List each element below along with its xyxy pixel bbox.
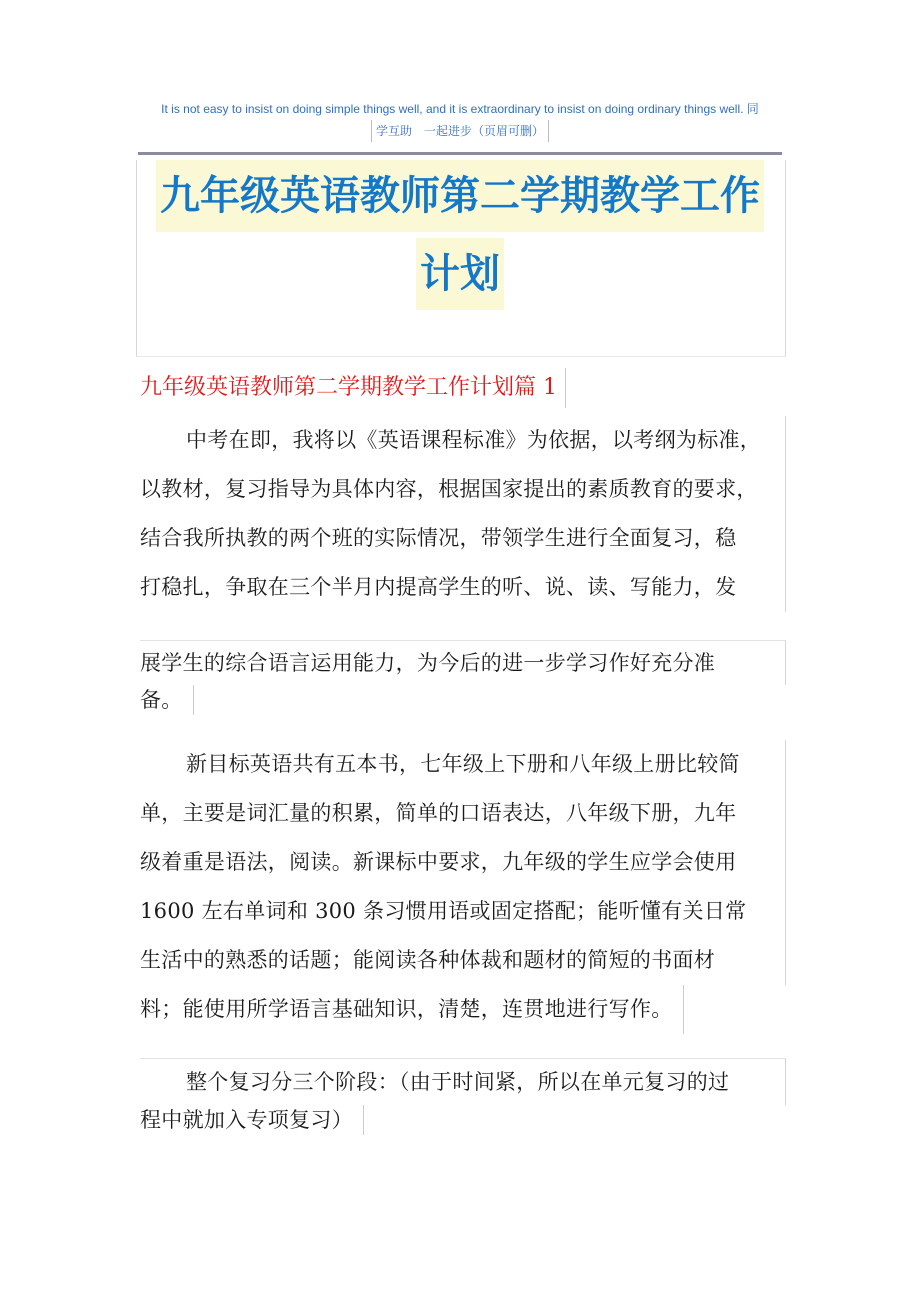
paragraph-line-last: 程中就加入专项复习）	[140, 1105, 786, 1135]
paragraph-line: 结合我所执教的两个班的实际情况，带领学生进行全面复习，稳	[140, 514, 786, 563]
paragraph-line: 中考在即，我将以《英语课程标准》为依据，以考纲为标准，	[140, 416, 786, 465]
header-note: 学互助 一起进步（页眉可删）	[371, 120, 549, 142]
document-title	[0, 160, 920, 310]
paragraph-line: 生活中的熟悉的话题；能阅读各种体裁和题材的简短的书面材	[140, 936, 786, 985]
section-heading: 九年级英语教师第二学期教学工作计划篇 1	[140, 368, 566, 408]
title-line-1: 九年级英语教师第二学期教学工作	[156, 160, 764, 232]
page-header	[138, 98, 782, 142]
paragraph-line: 打稳扎，争取在三个半月内提高学生的听、说、读、写能力，发	[140, 563, 786, 612]
paragraph-line: 级着重是语法，阅读。新课标中要求，九年级的学生应学会使用	[140, 838, 786, 887]
paragraph-1	[140, 416, 786, 612]
paragraph-line-last: 料；能使用所学语言基础知识，清楚，连贯地进行写作。	[140, 985, 786, 1034]
paragraph-2	[140, 640, 786, 715]
header-divider	[138, 152, 782, 155]
paragraph-line: 整个复习分三个阶段：（由于时间紧，所以在单元复习的过	[140, 1059, 786, 1105]
paragraph-line: 单，主要是词汇量的积累，简单的口语表达，八年级下册，九年	[140, 789, 786, 838]
paragraph-line: 新目标英语共有五本书，七年级上下册和八年级上册比较简	[140, 740, 786, 789]
paragraph-line: 以教材，复习指导为具体内容，根据国家提出的素质教育的要求，	[140, 465, 786, 514]
paragraph-3	[140, 740, 786, 1034]
paragraph-line: 展学生的综合语言运用能力，为今后的进一步学习作好充分准	[140, 641, 786, 685]
header-quote: It is not easy to insist on doing simple things well, and it is extraordinary to insist on doing ordinary things well. 同	[161, 102, 759, 116]
title-line-2: 计划	[416, 238, 504, 310]
paragraph-line: 1600 左右单词和 300 条习惯用语或固定搭配；能听懂有关日常	[140, 887, 786, 936]
paragraph-4	[140, 1058, 786, 1135]
paragraph-line-last: 备。	[140, 685, 786, 715]
